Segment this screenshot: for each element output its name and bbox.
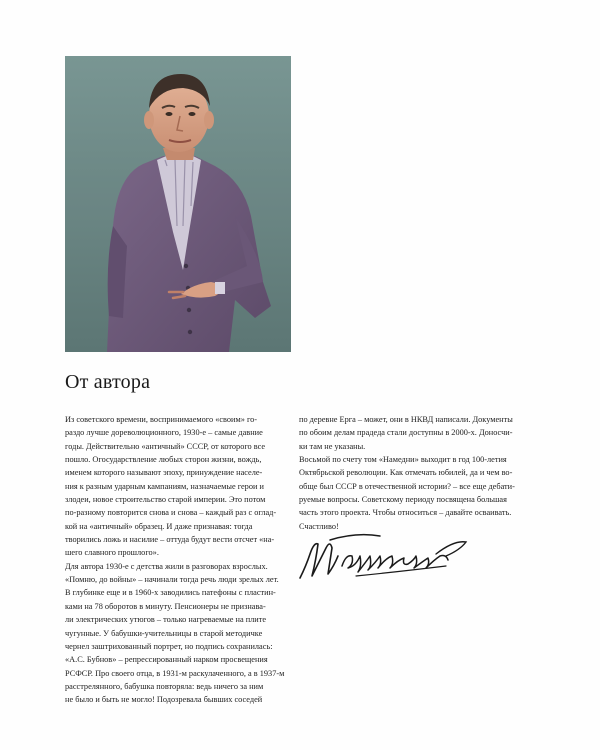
text-line: Для автора 1930-е с детства жили в разговорах взрослых. bbox=[65, 561, 268, 571]
text-line: расстрелянного, бабушка повторяла: ведь ничего за ним bbox=[65, 681, 264, 691]
text-line: «А.С. Бубнов» – репрессированный нарком просвещения bbox=[65, 655, 268, 665]
text-line: пошло. Огосударствление любых сторон жизни, вождь, bbox=[65, 455, 262, 465]
text-line: Восьмой по счету том «Намедни» выходит в год 100-летия bbox=[299, 455, 507, 465]
text-line: по-разному повторится снова и снова – каждый раз с оглад- bbox=[65, 508, 277, 518]
text-line: ли электрических утюгов – только нагреваемые на плите bbox=[65, 615, 267, 625]
text-line: В глубинке еще и в 1960-х заводились патефоны с пластин- bbox=[65, 588, 276, 598]
text-line: именем которого называют эпоху, принуждение населе- bbox=[65, 468, 263, 478]
text-line: обще был СССР в отечественной истории? – все еще дебати- bbox=[299, 481, 515, 491]
portrait-photo-icon bbox=[65, 56, 291, 352]
text-line: кой на «античный» образец. И даже признавая: тогда bbox=[65, 521, 253, 531]
text-line: ки там не указаны. bbox=[299, 441, 366, 451]
text-line: шего славного прошлого». bbox=[65, 548, 159, 558]
text-line: Из советского времени, воспринимаемого «своим» го- bbox=[65, 415, 258, 424]
handwritten-signature-icon bbox=[296, 526, 472, 588]
page-title: От автора bbox=[65, 371, 151, 393]
text-line: РСФСР. Про своего отца, в 1931-м раскулаченного, а в 1937-м bbox=[65, 668, 285, 678]
text-line: Октябрьской революции. Как отмечать юбилей, да и чем во- bbox=[299, 468, 513, 478]
text-line: чугунные. У бабушки-учительницы в старой методичке bbox=[65, 628, 263, 638]
text-line: не было и быть не могло! Подозревала бывших соседей bbox=[65, 695, 263, 705]
text-line: ками на 78 оборотов в минуту. Пенсионеры не признава- bbox=[65, 601, 266, 611]
closing-line: Счастливо! bbox=[299, 521, 339, 531]
author-photo bbox=[65, 56, 291, 352]
text-line: ния к разным ударным кампаниям, назначаемые герои и bbox=[65, 481, 264, 491]
text-line: злодеи, новое строительство старой империи. Это потом bbox=[65, 495, 266, 505]
text-line: раздо лучше дореволюционного, 1930-е – самые давние bbox=[65, 428, 263, 438]
text-line: творились ложь и насилие – оттуда будут вести отсчет «на- bbox=[65, 535, 275, 545]
text-line: руемые вопросы. Советскому периоду посвящена большая bbox=[299, 495, 507, 505]
text-line: чернел заштрихованный портрет, но подпись сохранилась: bbox=[65, 641, 273, 651]
text-line: по обоим делам прадеда стали доступны в 2000-х. Доносчи- bbox=[299, 428, 513, 438]
article-column-left bbox=[65, 413, 290, 707]
article-column-right bbox=[299, 413, 525, 533]
text-line: «Помню, до войны» – начинали тогда речь люди зрелых лет. bbox=[65, 575, 279, 585]
text-line: часть этого проекта. Чтобы относиться – давайте осваивать. bbox=[299, 508, 512, 518]
text-line: годы. Действительно «античный» СССР, от которого все bbox=[65, 441, 266, 451]
text-line: по деревне Ерга – может, они в НКВД написали. Документы bbox=[299, 415, 513, 424]
